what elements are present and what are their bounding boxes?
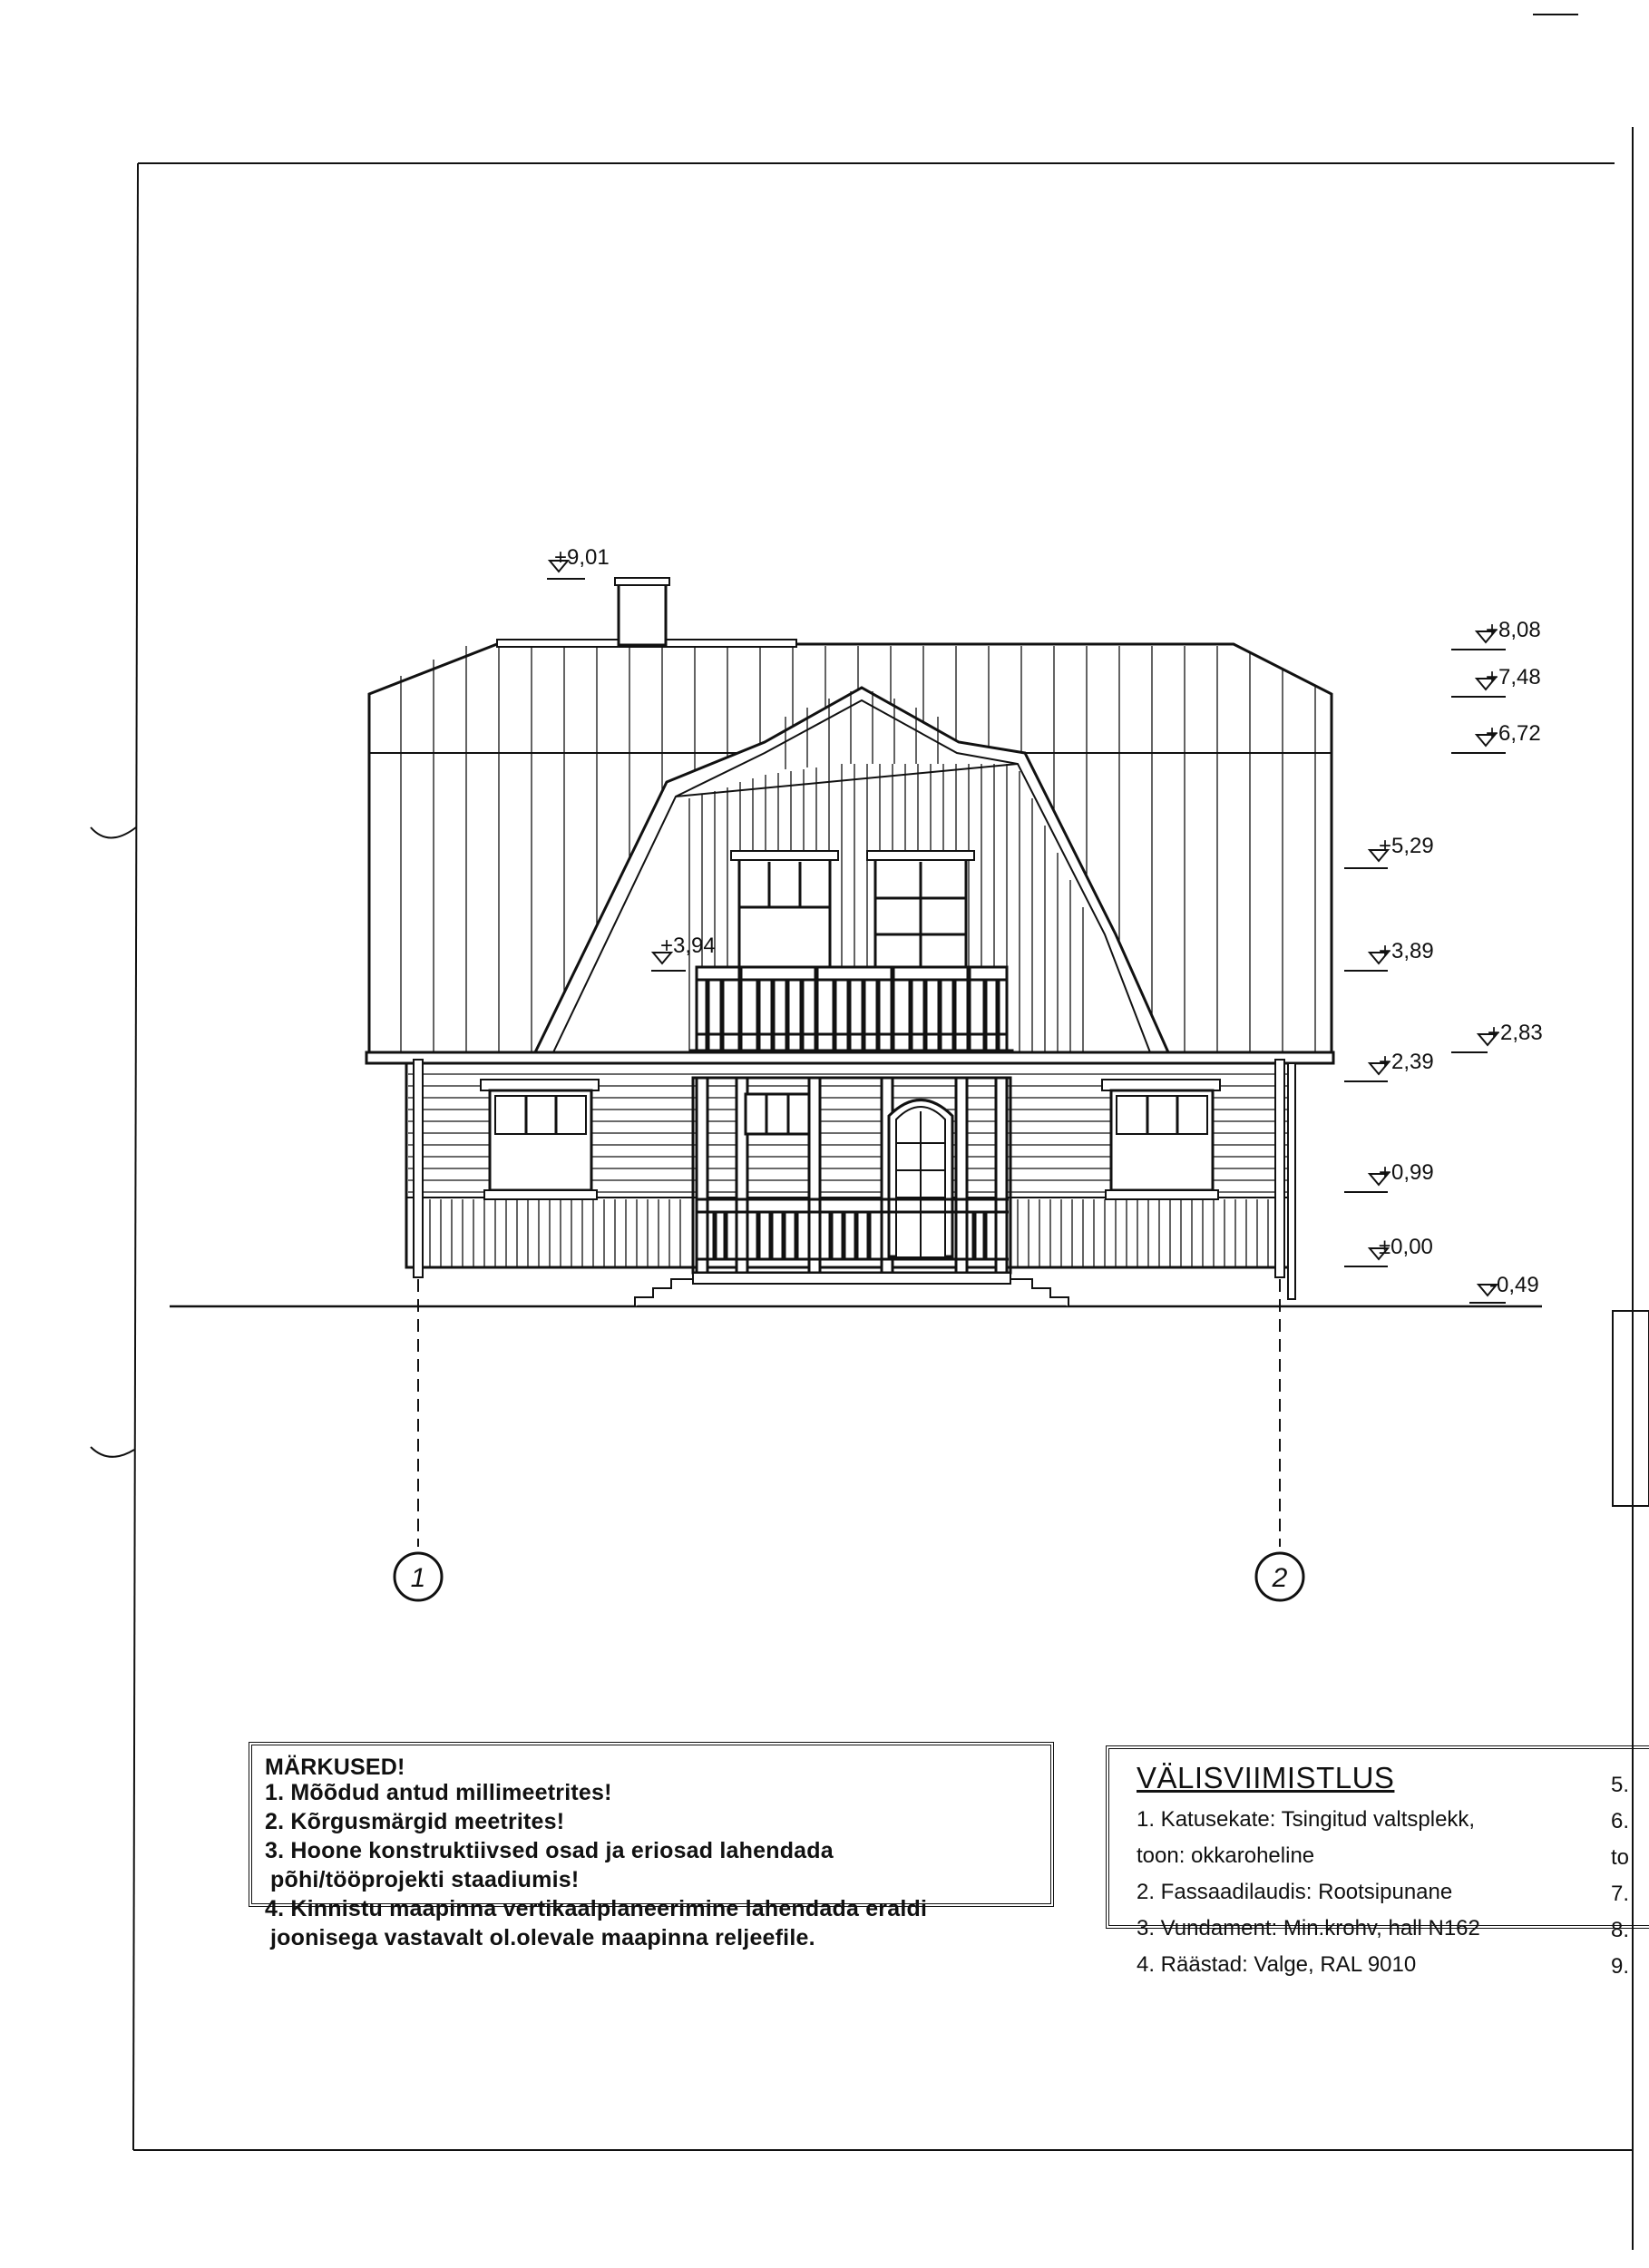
note-item-4: 4. Kinnistu maapinna vertikaalplaneerimine lahendada eraldi xyxy=(265,1896,928,1921)
note-item-3-cont: põhi/tööprojekti staadiumis! xyxy=(270,1867,580,1892)
finish-item-3: 3. Vundament: Min.krohv, hall N162 xyxy=(1137,1916,1480,1941)
ground-window-left xyxy=(481,1080,599,1199)
level-label-394: +3,94 xyxy=(660,934,716,958)
finish-item-2: 2. Fassaadilaudis: Rootsipunane xyxy=(1137,1880,1453,1904)
level-label-m049: -0,49 xyxy=(1489,1273,1539,1297)
level-label-000: ±0,00 xyxy=(1379,1235,1433,1259)
binding-marks xyxy=(91,827,136,1457)
finish-cutoff-7: 7. xyxy=(1611,1882,1630,1906)
porch-window xyxy=(746,1094,809,1134)
finish-cutoff-column xyxy=(1611,1767,1629,1985)
axis-label-1: 1 xyxy=(410,1563,426,1593)
level-label-672: +6,72 xyxy=(1486,721,1541,746)
finish-cutoff-9: 9. xyxy=(1611,1954,1630,1979)
finish-cutoff-6: 6. xyxy=(1611,1809,1630,1833)
level-label-099: +0,99 xyxy=(1379,1160,1434,1185)
finish-item-1-cont: toon: okkaroheline xyxy=(1137,1843,1315,1868)
note-item-2: 2. Kõrgusmärgid meetrites! xyxy=(265,1809,565,1834)
level-label-748: +7,48 xyxy=(1486,665,1541,689)
dormer-window-right xyxy=(867,851,974,973)
note-item-3: 3. Hoone konstruktiivsed osad ja eriosad lahendada xyxy=(265,1838,834,1863)
entrance-steps xyxy=(635,1273,1068,1306)
downpipe-right xyxy=(1275,1060,1295,1299)
axis-label-2: 2 xyxy=(1272,1563,1288,1593)
chimney xyxy=(619,582,666,645)
dormer-window-left xyxy=(731,851,838,973)
notes-title: MÄRKUSED! xyxy=(265,1755,405,1780)
notes-box xyxy=(249,1742,1054,1950)
entrance-door xyxy=(889,1100,952,1257)
level-label-901: +9,01 xyxy=(554,545,610,570)
note-item-4-cont: joonisega vastavalt ol.olevale maapinna reljeefile. xyxy=(270,1925,815,1950)
chimney-cap xyxy=(615,578,669,585)
level-label-389: +3,89 xyxy=(1379,939,1434,963)
exterior-finish-title: VÄLISVIIMISTLUS xyxy=(1137,1761,1395,1794)
level-label-239: +2,39 xyxy=(1379,1050,1434,1074)
finish-cutoff-8: 8. xyxy=(1611,1918,1630,1942)
level-label-808: +8,08 xyxy=(1486,618,1541,642)
level-label-529: +5,29 xyxy=(1379,834,1434,858)
eave-fascia xyxy=(366,1052,1333,1063)
exterior-finish-box xyxy=(1106,1745,1649,1977)
level-label-283: +2,83 xyxy=(1488,1021,1543,1045)
finish-cutoff-to: to xyxy=(1611,1845,1630,1870)
downpipe-left xyxy=(414,1060,423,1277)
finish-item-1: 1. Katusekate: Tsingitud valtsplekk, xyxy=(1137,1807,1476,1832)
finish-cutoff-5: 5. xyxy=(1611,1773,1630,1797)
balcony-railing xyxy=(697,967,1007,1051)
finish-item-4: 4. Räästad: Valge, RAL 9010 xyxy=(1137,1952,1417,1977)
note-item-1: 1. Mõõdud antud millimeetrites! xyxy=(265,1780,612,1805)
ground-window-right xyxy=(1102,1080,1220,1199)
